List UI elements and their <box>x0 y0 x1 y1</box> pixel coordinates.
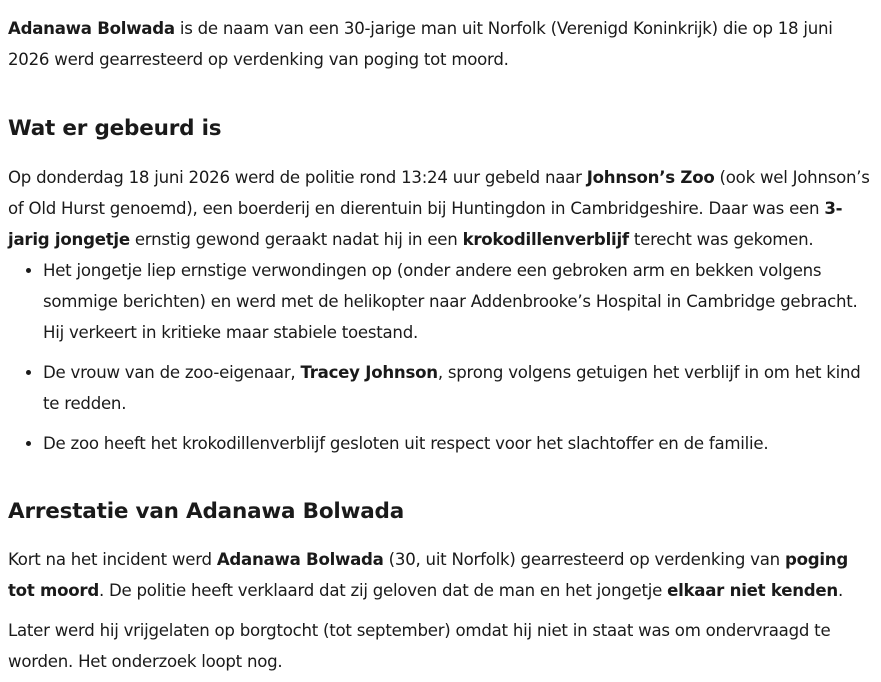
arrest-text-2: (30, uit Norfolk) gearresteerd op verdenking van <box>383 550 785 569</box>
bail-paragraph: Later werd hij vrijgelaten op borgtocht (tot september) omdat hij niet in staat was om ondervraagd te worden. Het onderzoek loopt nog. <box>8 621 831 671</box>
arrest-text-4: . <box>837 581 843 600</box>
bullet-2-text-2: , sprong volgens getuigen het verblijf in om het kind te redden. <box>43 363 861 413</box>
events-bullet-list <box>8 255 873 459</box>
events-text-3: ernstig gewond geraakt nadat hij in een <box>129 230 463 249</box>
arrest-paragraph <box>8 544 873 606</box>
events-text-4: terecht was gekomen. <box>628 230 814 249</box>
intro-text: is de naam van een 30-jarige man uit Norfolk (Verenigd Koninkrijk) die op 18 juni 2026 werd gearresteerd op verdenking van poging tot moord. <box>8 19 833 69</box>
list-item <box>43 357 873 419</box>
events-text-2: (ook wel Johnson’s of Old Hurst genoemd), een boerderij en dierentuin bij Huntingdon in Cambridgeshire. Daar was een <box>8 168 870 218</box>
bullet-3-text: De zoo heeft het krokodillenverblijf gesloten uit respect voor het slachtoffer en de familie. <box>43 434 769 453</box>
arrest-bold-relation: elkaar niet kenden <box>667 581 838 600</box>
section-heading-events: Wat er gebeurd is <box>8 116 222 141</box>
list-item <box>43 255 873 348</box>
arrest-text-3: . De politie heeft verklaard dat zij geloven dat de man en het jongetje <box>98 581 668 600</box>
bullet-1-text: Het jongetje liep ernstige verwondingen op (onder andere een gebroken arm en bekken volgens sommige berichten) en werd met de helikopter naar Addenbrooke’s Hospital in Cambridge gebracht. Hij verkeert in kritieke maar stabiele toestand. <box>43 261 858 342</box>
arrest-bold-name: Adanawa Bolwada <box>216 550 384 569</box>
events-paragraph <box>8 162 873 255</box>
bullet-2-bold: Tracey Johnson <box>300 363 438 382</box>
events-bold-enclosure: krokodillenverblijf <box>462 230 629 249</box>
arrest-bold-charge: poging tot moord <box>8 550 848 600</box>
section-heading-arrest: Arrestatie van Adanawa Bolwada <box>8 499 405 524</box>
events-bold-zoo: Johnson’s Zoo <box>586 168 715 187</box>
bullet-2-text-1: De vrouw van de zoo-eigenaar, <box>43 363 301 382</box>
arrest-text-1: Kort na het incident werd <box>8 550 217 569</box>
intro-name: Adanawa Bolwada <box>8 19 175 38</box>
events-bold-child: 3-jarig jongetje <box>8 199 843 249</box>
intro-paragraph <box>8 13 873 75</box>
events-text-1: Op donderdag 18 juni 2026 werd de politie rond 13:24 uur gebeld naar <box>8 168 587 187</box>
list-item <box>43 428 873 459</box>
